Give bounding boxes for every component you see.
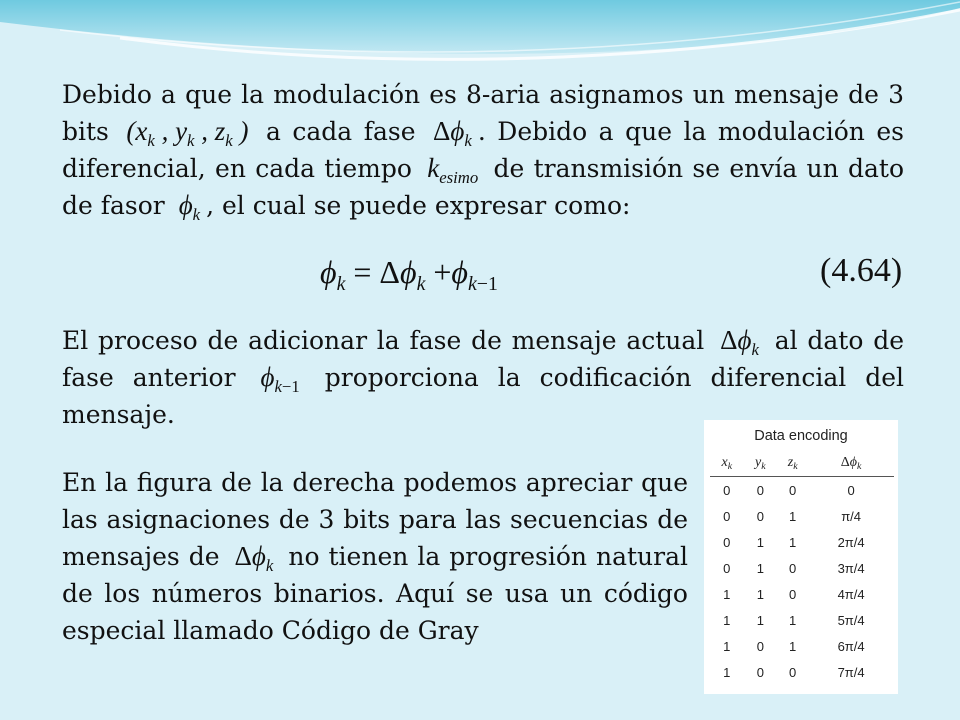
table-title: Data encoding [754,428,848,444]
paragraph-differential-coding: El proceso de adicionar la fase de mensaje actual $\Delta\phi_k$ al dato de fase anterior $\phi_{k-1}$ proporciona la codificación diferencial del mensaje. [62,322,904,433]
formula-bits-tuple: ($x_k$ , $y_k$ , $z_k$ ) [126,116,249,150]
table-row: 1 1 0 4π/4 [723,586,865,602]
table-row: 1 0 1 6π/4 [723,638,865,654]
header-z-k: $z_k$ [777,450,808,477]
table-row: 0 1 1 2π/4 [723,534,865,550]
table-row: 0 0 0 0 [723,482,855,498]
formula-delta-phi-k: $\Delta\phi_k$ [720,325,759,359]
formula-delta-phi-k: $\Delta\phi_k$ [234,541,274,575]
encoding-table-grid [710,450,894,685]
header-swoosh-decoration [0,0,960,80]
table-row: 0 1 0 3π/4 [723,560,865,576]
paragraph-message-bits: Debido a que la modulación es 8-aria asignamos un mensaje de 3 bits ($x_k$ , $y_k$ , $z_k$ ) a cada fase $\Delta\phi_k$ . Debido a que la modulación es diferencial, en cada tiempo $k_{esimo}$ de transmisión se envía un dato de fasor $\phi_k$ , el cual se puede expresar como: [62,80,905,224]
header-x-k: $x_k$ [710,450,744,477]
header-y-k: $y_k$ [744,450,778,477]
header-delta-phi-k: $\Delta\phi_k$ [808,450,894,477]
table-header-row [710,450,894,477]
data-encoding-table [704,420,898,694]
formula-delta-phi-k: $\Delta\phi_k$ [433,116,472,150]
paragraph-gray-code: En la figura de la derecha podemos apreciar que las asignaciones de 3 bits para las secuencias de mensajes de $\Delta\phi_k$ no tienen la progresión natural de los números binarios. Aquí se usa un código especial llamado Código de Gray [62,468,688,645]
formula-phi-k-minus-1: $\phi_{k-1}$ [260,362,300,396]
table-row: 1 0 0 7π/4 [723,664,865,680]
equation-phase-sum: $\phi_k = \Delta\phi_k +\phi_{k-1}$ [320,254,498,295]
formula-k-esimo: $k_{esimo}$ [427,153,479,187]
formula-phi-k: $\phi_k$ [178,190,201,224]
table-row: 0 0 1 π/4 [723,508,861,524]
equation-number: (4.64) [820,252,903,289]
table-row: 1 1 1 5π/4 [723,612,865,628]
